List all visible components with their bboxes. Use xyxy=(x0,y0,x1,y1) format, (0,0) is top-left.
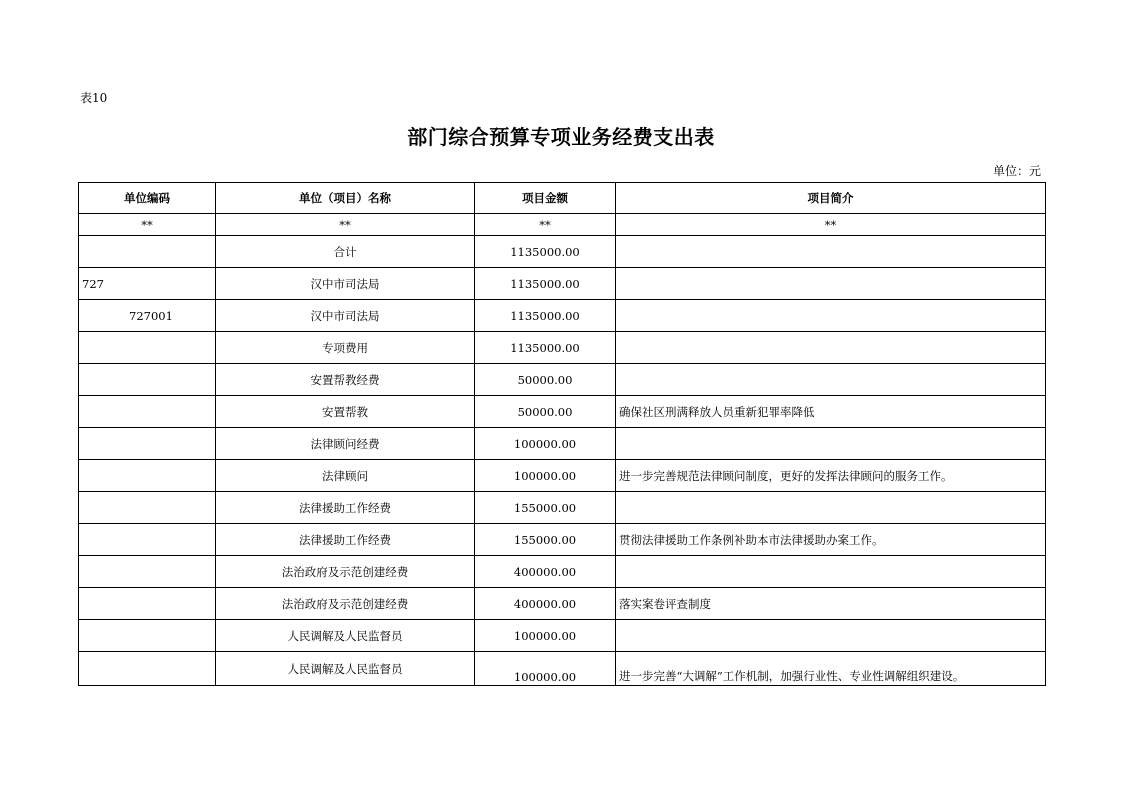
cell-code xyxy=(79,556,216,588)
cell-code xyxy=(79,428,216,460)
table-row xyxy=(79,620,1046,652)
cell-description: 贯彻法律援助工作条例补助本市法律援助办案工作。 xyxy=(616,524,1046,556)
table-row xyxy=(79,652,1046,686)
cell-description xyxy=(616,364,1046,396)
cell-code: 727 xyxy=(79,268,216,300)
cell-code xyxy=(79,652,216,686)
cell-name: 法律援助工作经费 xyxy=(216,524,475,556)
cell-code xyxy=(79,492,216,524)
table-row xyxy=(79,268,1046,300)
table-row xyxy=(79,236,1046,268)
cell-description xyxy=(616,620,1046,652)
cell-amount: 400000.00 xyxy=(475,556,616,588)
cell-amount: 155000.00 xyxy=(475,524,616,556)
cell-name: 人民调解及人民监督员 xyxy=(216,652,475,686)
cell-description xyxy=(616,428,1046,460)
cell-code xyxy=(79,364,216,396)
cell-amount: 1135000.00 xyxy=(475,236,616,268)
cell-name: 安置帮教 xyxy=(216,396,475,428)
cell-description xyxy=(616,300,1046,332)
budget-table xyxy=(78,182,1046,686)
unit-label: 单位：元 xyxy=(992,164,1041,178)
cell-amount: 100000.00 xyxy=(475,620,616,652)
cell-code xyxy=(79,588,216,620)
cell-name: 安置帮教经费 xyxy=(216,364,475,396)
cell-code xyxy=(79,620,216,652)
cell-description: 确保社区刑满释放人员重新犯罪率降低 xyxy=(616,396,1046,428)
cell-description xyxy=(616,492,1046,524)
placeholder-name: ** xyxy=(216,214,475,236)
cell-amount: 155000.00 xyxy=(475,492,616,524)
table-row xyxy=(79,428,1046,460)
table-row xyxy=(79,524,1046,556)
table-row xyxy=(79,588,1046,620)
cell-amount: 50000.00 xyxy=(475,364,616,396)
cell-name: 合计 xyxy=(216,236,475,268)
table-header-row xyxy=(79,183,1046,214)
placeholder-amount: ** xyxy=(475,214,616,236)
table-row xyxy=(79,364,1046,396)
cell-description: 进一步完善规范法律顾问制度，更好的发挥法律顾问的服务工作。 xyxy=(616,460,1046,492)
cell-amount: 100000.00 xyxy=(475,652,616,686)
table-row xyxy=(79,556,1046,588)
cell-amount: 100000.00 xyxy=(475,428,616,460)
placeholder-code: ** xyxy=(79,214,216,236)
cell-name: 汉中市司法局 xyxy=(216,300,475,332)
cell-description: 进一步完善“大调解”工作机制，加强行业性、专业性调解组织建设。 xyxy=(616,652,1046,686)
cell-name: 法律顾问 xyxy=(216,460,475,492)
cell-name: 法律援助工作经费 xyxy=(216,492,475,524)
placeholder-description: ** xyxy=(616,214,1046,236)
table-row xyxy=(79,300,1046,332)
cell-description xyxy=(616,556,1046,588)
table-row xyxy=(79,460,1046,492)
header-name: 单位（项目）名称 xyxy=(216,183,475,214)
cell-description xyxy=(616,268,1046,300)
table-row xyxy=(79,332,1046,364)
cell-name: 法律顾问经费 xyxy=(216,428,475,460)
cell-description: 落实案卷评查制度 xyxy=(616,588,1046,620)
cell-description xyxy=(616,236,1046,268)
cell-description xyxy=(616,332,1046,364)
header-code: 单位编码 xyxy=(79,183,216,214)
cell-name: 法治政府及示范创建经费 xyxy=(216,588,475,620)
cell-amount: 50000.00 xyxy=(475,396,616,428)
header-amount: 项目金额 xyxy=(475,183,616,214)
cell-code: 727001 xyxy=(79,300,216,332)
table-row xyxy=(79,492,1046,524)
cell-name: 专项费用 xyxy=(216,332,475,364)
table-row xyxy=(79,396,1046,428)
cell-amount: 1135000.00 xyxy=(475,268,616,300)
cell-code xyxy=(79,236,216,268)
cell-amount: 1135000.00 xyxy=(475,300,616,332)
cell-name: 人民调解及人民监督员 xyxy=(216,620,475,652)
cell-amount: 1135000.00 xyxy=(475,332,616,364)
header-description: 项目简介 xyxy=(616,183,1046,214)
placeholder-row xyxy=(79,214,1046,236)
cell-code xyxy=(79,460,216,492)
cell-name: 汉中市司法局 xyxy=(216,268,475,300)
cell-name: 法治政府及示范创建经费 xyxy=(216,556,475,588)
cell-code xyxy=(79,396,216,428)
cell-code xyxy=(79,332,216,364)
page-title: 部门综合预算专项业务经费支出表 xyxy=(407,125,715,149)
cell-amount: 100000.00 xyxy=(475,460,616,492)
cell-code xyxy=(79,524,216,556)
cell-amount: 400000.00 xyxy=(475,588,616,620)
table-number: 表10 xyxy=(80,91,108,105)
